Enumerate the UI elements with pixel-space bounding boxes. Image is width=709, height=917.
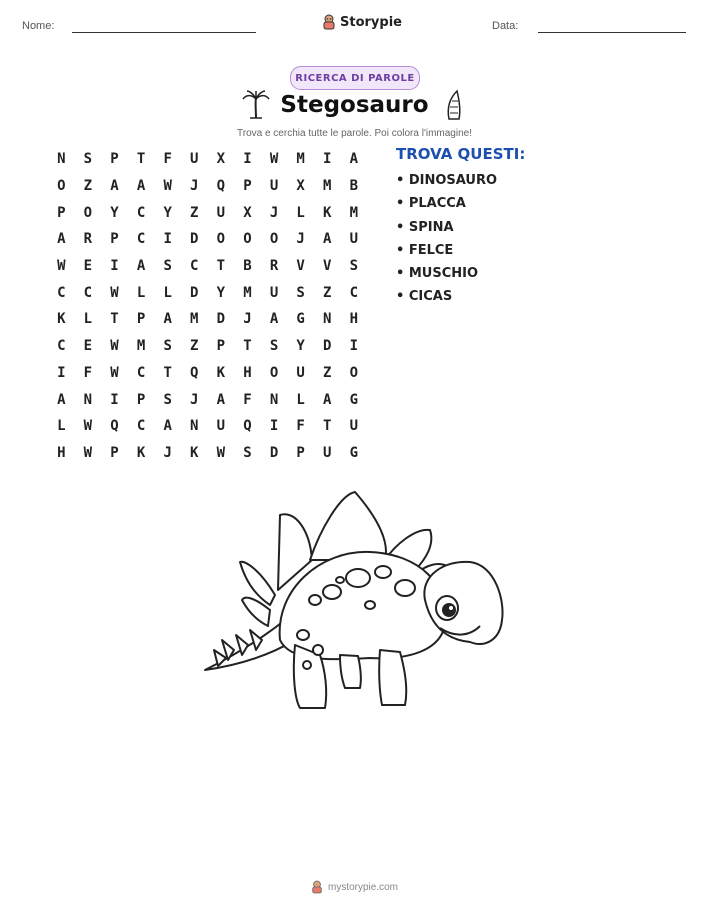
grid-letter[interactable]: O xyxy=(243,231,252,248)
grid-row xyxy=(48,226,367,253)
grid-letter[interactable]: S xyxy=(243,444,252,461)
grid-letter[interactable]: L xyxy=(136,284,146,301)
grid-letter[interactable]: G xyxy=(349,444,359,461)
grid-letter[interactable]: C xyxy=(190,258,199,275)
grid-letter[interactable]: S xyxy=(163,391,172,408)
grid-letter[interactable]: F xyxy=(83,364,93,381)
grid-letter[interactable]: X xyxy=(296,178,305,195)
grid-letter[interactable]: J xyxy=(190,391,199,408)
word-list-item: • SPINA xyxy=(396,219,454,235)
storypie-logo-icon xyxy=(322,14,336,30)
grid-letter[interactable]: Z xyxy=(323,364,332,381)
grid-letter[interactable]: S xyxy=(83,151,93,168)
grid-letter[interactable]: L xyxy=(296,391,305,408)
grid-letter[interactable]: U xyxy=(190,151,199,168)
grid-letter[interactable]: T xyxy=(243,338,252,355)
grid-letter[interactable]: O xyxy=(349,364,359,381)
grid-letter[interactable]: W xyxy=(57,258,66,275)
grid-letter[interactable]: U xyxy=(349,231,359,248)
grid-row xyxy=(48,173,367,200)
fossil-claw-icon xyxy=(443,89,465,121)
grid-letter[interactable]: M xyxy=(296,151,305,168)
grid-letter[interactable]: J xyxy=(163,444,172,461)
date-label: Data: xyxy=(492,20,519,32)
grid-letter[interactable]: W xyxy=(110,338,119,355)
grid-letter[interactable]: D xyxy=(190,231,199,248)
grid-letter[interactable]: Q xyxy=(216,178,226,195)
grid-letter[interactable]: N xyxy=(190,418,199,435)
grid-letter[interactable]: C xyxy=(349,284,359,301)
grid-letter[interactable]: A xyxy=(216,391,226,408)
grid-letter[interactable]: C xyxy=(83,284,93,301)
grid-row xyxy=(48,279,367,306)
grid-letter[interactable]: M xyxy=(136,338,146,355)
word-list-item: • CICAS xyxy=(396,289,453,305)
grid-letter[interactable]: N xyxy=(83,391,93,408)
grid-letter[interactable]: C xyxy=(57,284,66,301)
grid-letter[interactable]: R xyxy=(269,258,279,275)
grid-letter[interactable]: A xyxy=(136,258,146,275)
grid-letter[interactable]: T xyxy=(323,418,332,435)
grid-letter[interactable]: I xyxy=(163,231,172,248)
grid-letter[interactable]: K xyxy=(190,444,199,461)
grid-letter[interactable]: P xyxy=(110,231,119,248)
grid-letter[interactable]: A xyxy=(110,178,119,195)
grid-letter[interactable]: U xyxy=(269,178,279,195)
grid-letter[interactable]: N xyxy=(323,311,332,328)
grid-letter[interactable]: H xyxy=(57,444,66,461)
grid-letter[interactable]: D xyxy=(323,338,332,355)
grid-letter[interactable]: R xyxy=(83,231,93,248)
grid-row xyxy=(48,413,367,440)
grid-letter[interactable]: Z xyxy=(190,338,199,355)
grid-letter[interactable]: Q xyxy=(243,418,252,435)
grid-letter[interactable]: T xyxy=(216,258,226,275)
word-list-item: • MUSCHIO xyxy=(396,266,478,282)
grid-letter[interactable]: U xyxy=(216,418,226,435)
grid-letter[interactable]: F xyxy=(163,151,172,168)
grid-letter[interactable]: P xyxy=(110,151,119,168)
grid-letter[interactable]: U xyxy=(269,284,279,301)
grid-letter[interactable]: Y xyxy=(296,338,305,355)
grid-row xyxy=(48,440,367,467)
grid-letter[interactable]: W xyxy=(163,178,172,195)
grid-letter[interactable]: B xyxy=(349,178,359,195)
grid-letter[interactable]: I xyxy=(349,338,359,355)
grid-letter[interactable]: C xyxy=(136,418,146,435)
grid-letter[interactable]: I xyxy=(243,151,252,168)
grid-letter[interactable]: P xyxy=(136,311,146,328)
grid-letter[interactable]: G xyxy=(349,391,359,408)
grid-row xyxy=(48,360,367,387)
grid-letter[interactable]: A xyxy=(163,418,172,435)
grid-letter[interactable]: W xyxy=(110,284,119,301)
grid-letter[interactable]: P xyxy=(57,204,66,221)
brand-logo xyxy=(322,14,402,30)
grid-letter[interactable]: C xyxy=(57,338,66,355)
name-field-line[interactable] xyxy=(72,32,256,33)
grid-letter[interactable]: U xyxy=(216,204,226,221)
grid-letter[interactable]: Z xyxy=(190,204,199,221)
footer xyxy=(0,880,709,894)
grid-letter[interactable]: C xyxy=(136,231,146,248)
grid-letter[interactable]: C xyxy=(136,204,146,221)
grid-letter[interactable]: H xyxy=(349,311,359,328)
grid-letter[interactable]: I xyxy=(323,151,332,168)
grid-letter[interactable]: D xyxy=(216,311,226,328)
grid-letter[interactable]: Y xyxy=(110,204,119,221)
grid-letter[interactable]: M xyxy=(190,311,199,328)
grid-letter[interactable]: A xyxy=(57,231,66,248)
date-field-line[interactable] xyxy=(538,32,686,33)
grid-letter[interactable]: B xyxy=(243,258,252,275)
grid-letter[interactable]: Z xyxy=(323,284,332,301)
word-list xyxy=(396,172,497,312)
grid-letter[interactable]: V xyxy=(296,258,305,275)
activity-badge: RICERCA DI PAROLE xyxy=(290,66,420,90)
grid-letter[interactable]: K xyxy=(323,204,332,221)
grid-letter[interactable]: F xyxy=(296,418,305,435)
grid-letter[interactable]: Z xyxy=(83,178,93,195)
word-list-item: • DINOSAURO xyxy=(396,173,498,188)
grid-letter[interactable]: P xyxy=(110,444,119,461)
grid-letter[interactable]: S xyxy=(163,258,172,275)
grid-letter[interactable]: F xyxy=(243,391,252,408)
storypie-logo-icon xyxy=(311,880,323,894)
grid-row xyxy=(48,306,367,333)
grid-row xyxy=(48,253,367,280)
grid-letter[interactable]: L xyxy=(57,418,66,435)
grid-letter[interactable]: K xyxy=(136,444,146,461)
grid-letter[interactable]: S xyxy=(296,284,305,301)
grid-letter[interactable]: J xyxy=(269,204,279,221)
grid-letter[interactable]: K xyxy=(216,364,226,381)
grid-letter[interactable]: T xyxy=(163,364,172,381)
grid-letter[interactable]: U xyxy=(296,364,305,381)
grid-letter[interactable]: L xyxy=(163,284,172,301)
grid-letter[interactable]: T xyxy=(136,151,146,168)
footer-url: mystorypie.com xyxy=(327,881,398,893)
grid-letter[interactable]: A xyxy=(349,151,359,168)
grid-letter[interactable]: W xyxy=(83,444,93,461)
grid-letter[interactable]: J xyxy=(190,178,199,195)
grid-letter[interactable]: P xyxy=(296,444,305,461)
grid-letter[interactable]: A xyxy=(57,391,66,408)
page-title: Stegosauro xyxy=(280,92,429,118)
grid-letter[interactable]: X xyxy=(216,151,226,168)
grid-letter[interactable]: O xyxy=(216,231,226,248)
grid-letter[interactable]: D xyxy=(269,444,279,461)
grid-row xyxy=(48,146,367,173)
grid-letter[interactable]: J xyxy=(243,311,252,328)
grid-letter[interactable]: N xyxy=(269,391,279,408)
grid-letter[interactable]: J xyxy=(296,231,305,248)
grid-letter[interactable]: I xyxy=(110,258,119,275)
grid-letter[interactable]: H xyxy=(243,364,252,381)
grid-letter[interactable]: E xyxy=(83,338,93,355)
word-list-item: • PLACCA xyxy=(396,196,466,212)
grid-letter[interactable]: I xyxy=(110,391,119,408)
grid-letter[interactable]: K xyxy=(57,311,66,328)
grid-letter[interactable]: O xyxy=(269,231,279,248)
name-label: Nome: xyxy=(22,20,55,32)
grid-letter[interactable]: U xyxy=(349,418,359,435)
grid-letter[interactable]: A xyxy=(323,391,332,408)
word-list-item: • FELCE xyxy=(396,242,454,258)
grid-letter[interactable]: A xyxy=(269,311,279,328)
grid-letter[interactable]: Q xyxy=(190,364,199,381)
word-search-grid[interactable] xyxy=(48,146,367,466)
grid-row xyxy=(48,199,367,226)
grid-letter[interactable]: Q xyxy=(110,418,119,435)
word-list-title: TROVA QUESTI: xyxy=(396,145,526,163)
grid-letter[interactable]: N xyxy=(57,151,66,168)
grid-letter[interactable]: S xyxy=(269,338,279,355)
grid-letter[interactable]: P xyxy=(243,178,252,195)
grid-letter[interactable]: M xyxy=(323,178,332,195)
grid-letter[interactable]: S xyxy=(349,258,359,275)
grid-letter[interactable]: W xyxy=(269,151,279,168)
grid-letter[interactable]: P xyxy=(216,338,226,355)
grid-letter[interactable]: O xyxy=(57,178,66,195)
grid-letter[interactable]: L xyxy=(83,311,93,328)
grid-letter[interactable]: G xyxy=(296,311,305,328)
grid-letter[interactable]: E xyxy=(83,258,93,275)
grid-letter[interactable]: O xyxy=(269,364,279,381)
grid-letter[interactable]: C xyxy=(136,364,146,381)
brand-name: Storypie xyxy=(340,14,402,30)
grid-letter[interactable]: A xyxy=(323,231,332,248)
grid-letter[interactable]: W xyxy=(110,364,119,381)
grid-letter[interactable]: T xyxy=(110,311,119,328)
grid-letter[interactable]: M xyxy=(243,284,252,301)
grid-row xyxy=(48,386,367,413)
grid-letter[interactable]: L xyxy=(296,204,305,221)
grid-letter[interactable]: D xyxy=(190,284,199,301)
grid-letter[interactable]: A xyxy=(163,311,172,328)
grid-letter[interactable]: S xyxy=(163,338,172,355)
grid-letter[interactable]: W xyxy=(216,444,226,461)
grid-letter[interactable]: P xyxy=(136,391,146,408)
grid-letter[interactable]: X xyxy=(243,204,252,221)
grid-letter[interactable]: A xyxy=(136,178,146,195)
grid-letter[interactable]: M xyxy=(349,204,359,221)
grid-letter[interactable]: V xyxy=(323,258,332,275)
grid-letter[interactable]: O xyxy=(83,204,93,221)
grid-letter[interactable]: W xyxy=(83,418,93,435)
instructions: Trova e cerchia tutte le parole. Poi colora l'immagine! xyxy=(237,128,472,139)
grid-letter[interactable]: I xyxy=(269,418,279,435)
grid-letter[interactable]: Y xyxy=(216,284,226,301)
grid-letter[interactable]: U xyxy=(323,444,332,461)
grid-row xyxy=(48,333,367,360)
grid-letter[interactable]: Y xyxy=(163,204,172,221)
grid-letter[interactable]: I xyxy=(57,364,66,381)
stegosaurus-illustration[interactable] xyxy=(200,490,510,715)
